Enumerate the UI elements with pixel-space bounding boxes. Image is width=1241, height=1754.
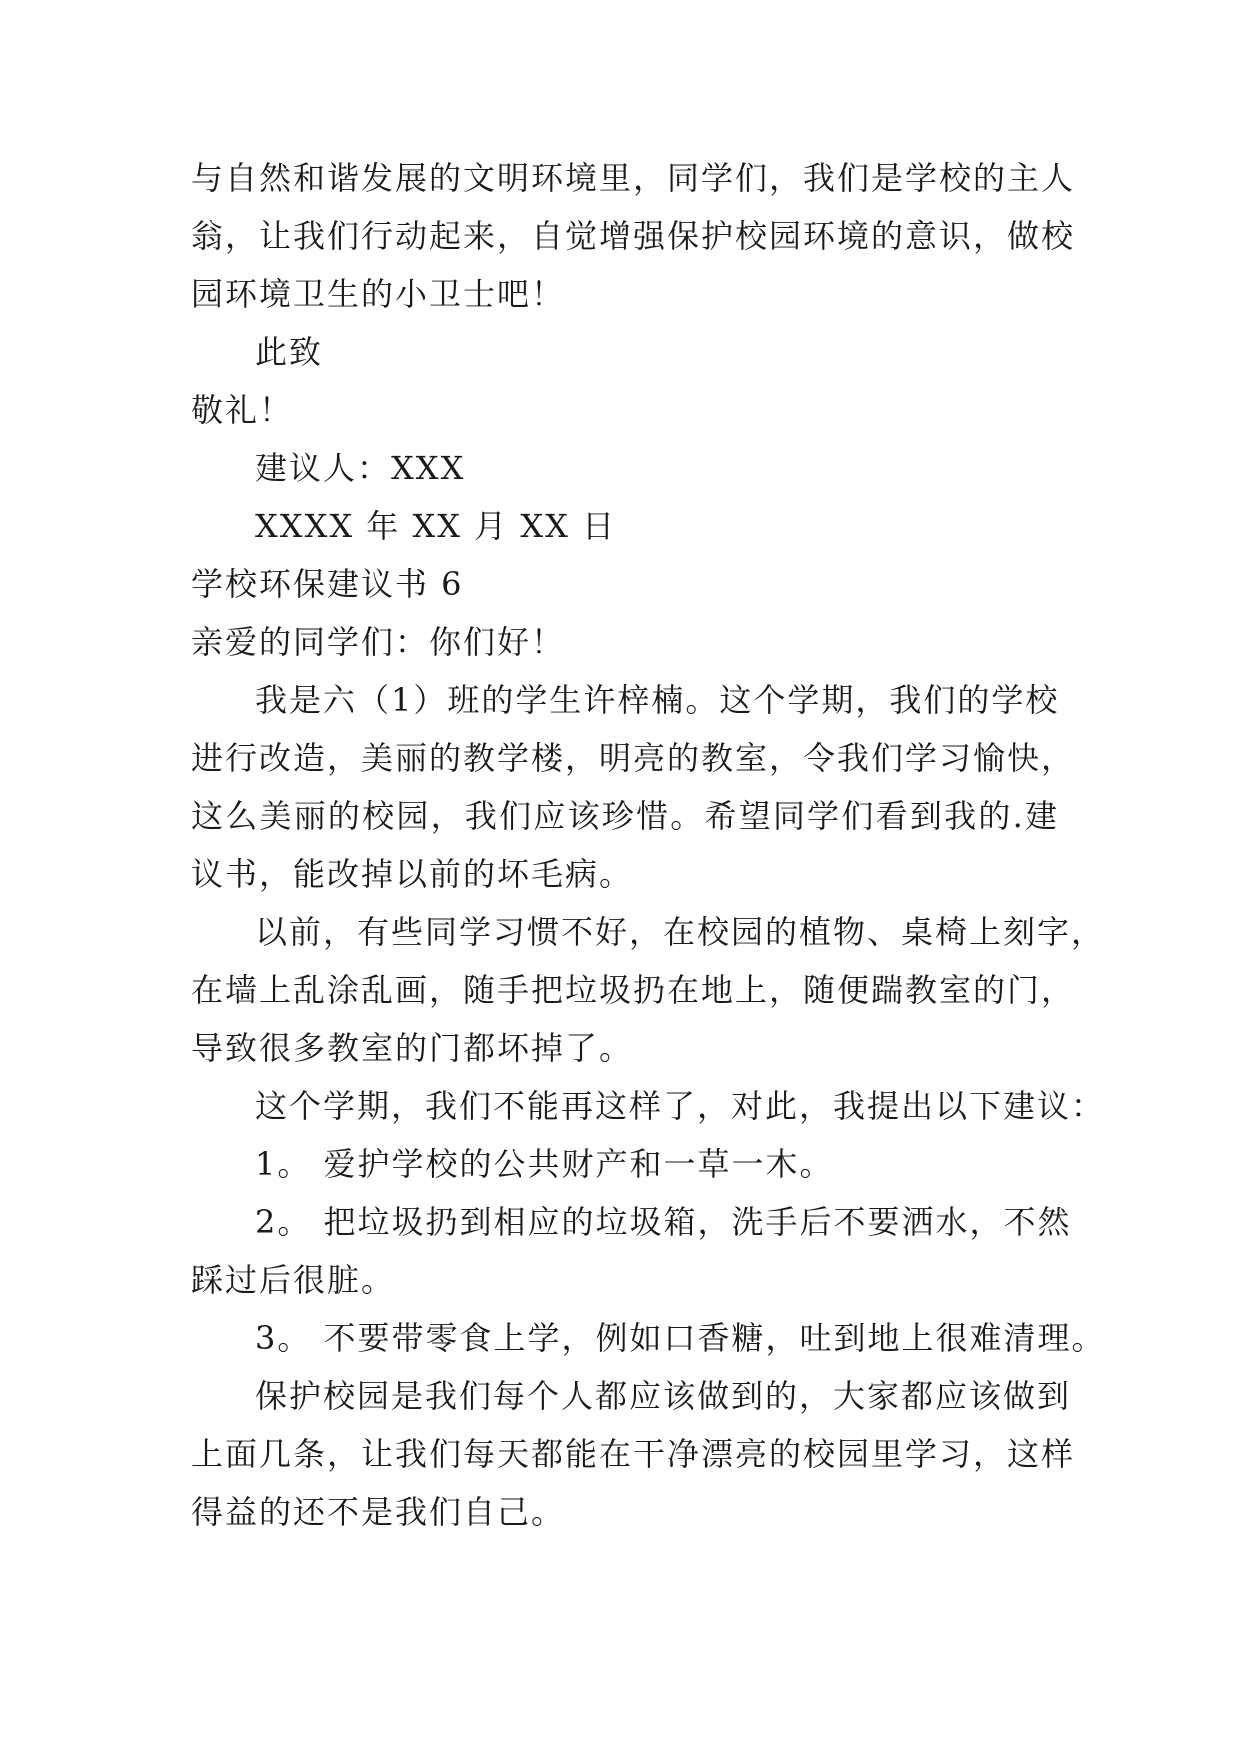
letter-greeting: 亲爱的同学们：你们好！: [191, 623, 566, 661]
paragraph-line: 园环境卫生的小卫士吧！: [191, 275, 566, 313]
paragraph-line: 这么美丽的校园，我们应该珍惜。希望同学们看到我的.建: [191, 797, 1059, 835]
paragraph-line: 这个学期，我们不能再这样了，对此，我提出以下建议：: [255, 1087, 1106, 1125]
paragraph-line: 以前，有些同学习惯不好，在校园的植物、桌椅上刻字，: [255, 913, 1106, 951]
paragraph-line: 导致很多教室的门都坏掉了。: [191, 1029, 634, 1067]
section-title: 学校环保建议书 6: [191, 565, 464, 603]
paragraph-line: 议书，能改掉以前的坏毛病。: [191, 855, 634, 893]
suggestion-item-2-cont: 踩过后很脏。: [191, 1261, 396, 1299]
paragraph-line: 在墙上乱涂乱画，随手把垃圾扔在地上，随便踹教室的门，: [191, 971, 1076, 1009]
paragraph-line: 保护校园是我们每个人都应该做到的，大家都应该做到: [255, 1377, 1072, 1415]
paragraph-line: 进行改造，美丽的教学楼，明亮的教室，令我们学习愉快，: [191, 739, 1076, 777]
paragraph-line: 上面几条，让我们每天都能在干净漂亮的校园里学习，这样: [191, 1435, 1076, 1473]
suggestion-item-3: 3。 不要带零食上学，例如口香糖，吐到地上很难清理。: [255, 1319, 1106, 1357]
closing-salute: 此致: [255, 333, 324, 371]
suggestion-item-2: 2。 把垃圾扔到相应的垃圾箱，洗手后不要洒水，不然: [255, 1203, 1072, 1241]
signature-date: XXXX 年 XX 月 XX 日: [255, 507, 617, 545]
paragraph-line: 得益的还不是我们自己。: [191, 1493, 566, 1531]
paragraph-line: 翁，让我们行动起来，自觉增强保护校园环境的意识，做校: [191, 217, 1076, 255]
paragraph-line: 与自然和谐发展的文明环境里，同学们，我们是学校的主人: [191, 159, 1076, 197]
suggestion-item-1: 1。 爱护学校的公共财产和一草一木。: [255, 1145, 834, 1183]
proposer-signature: 建议人：XXX: [255, 449, 466, 487]
closing-regards: 敬礼！: [191, 391, 294, 429]
paragraph-line: 我是六（1）班的学生许梓楠。这个学期，我们的学校: [255, 681, 1060, 719]
